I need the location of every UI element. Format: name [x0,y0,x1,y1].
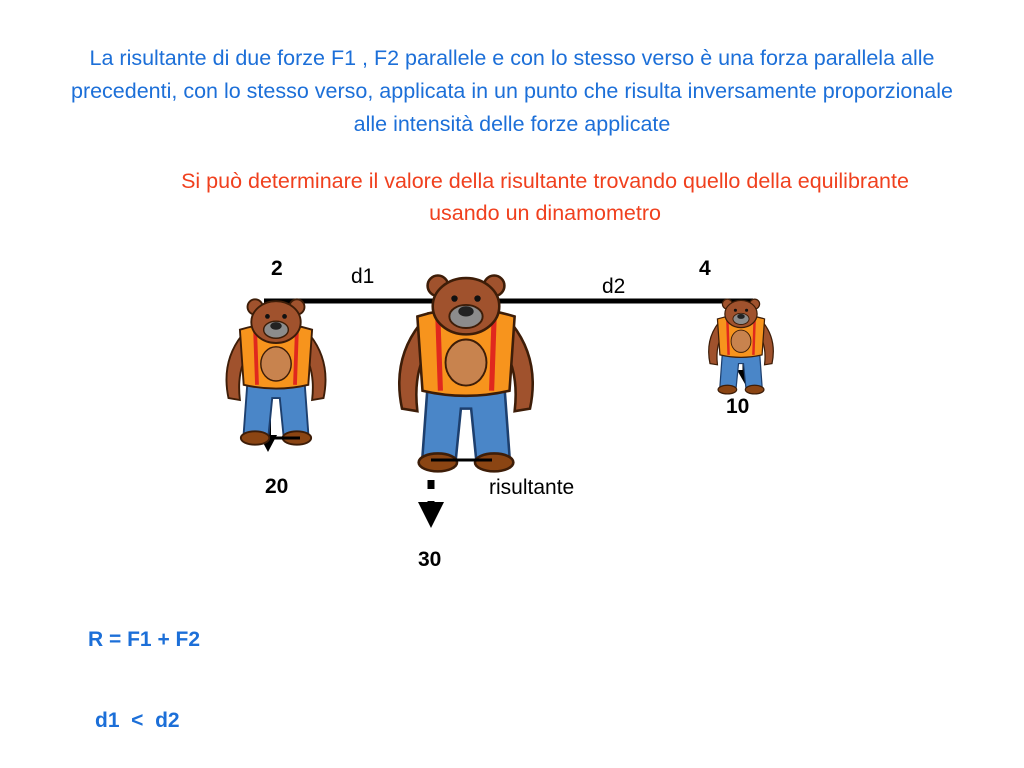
d1-label: d1 [351,265,375,288]
d2-label: d2 [602,275,626,298]
bear-center-image [399,276,532,472]
force-right-value: 10 [726,395,750,418]
position-right-label: 4 [699,257,711,280]
bear-right-image [709,299,774,394]
force-left-value: 20 [265,475,289,498]
resultant-label: risultante [489,476,575,499]
resultant-arrowhead [418,502,444,528]
bear-left-image [226,299,325,444]
slide-subtitle: Si può determinare il valore della risultante trovando quello della equilibrante usando un dinamometro [181,169,909,225]
formula-sum: R = F1 + F2 [88,628,201,651]
position-left-label: 2 [271,257,283,280]
formula-distances: d1 < d2 [95,709,180,732]
slide-title: La risultante di due forze F1 , F2 parallele e con lo stesso verso è una forza parallela alle precedenti, con lo stesso verso, applicata in un punto che risulta inversamente proporzionale alle intensità delle forze applicate [70,46,953,136]
resultant-value: 30 [418,548,442,571]
